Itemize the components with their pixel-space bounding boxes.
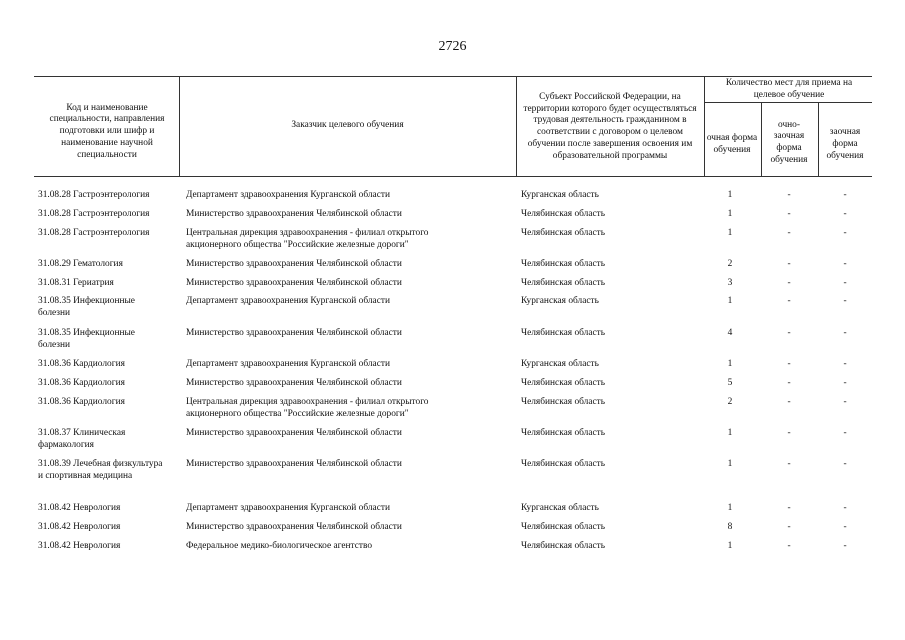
row-customer: Центральная дирекция здравоохранения - филиал открытого акционерного общества "Российские железные дороги" [186,228,429,250]
row-subject: Челябинская область [521,209,606,219]
row-subject: Курганская область [521,296,599,306]
row-part-time: - [787,397,791,407]
row-subject: Челябинская область [521,378,606,388]
row-part-time: - [787,190,791,200]
row-subject: Курганская область [521,190,599,200]
row-full-time: 1 [727,190,733,200]
row-part-time: - [787,228,791,238]
header-specialty: Код и наименование специальности, направления подготовки или шифр и наименование научной специальности [49,102,165,160]
col-divider [704,76,705,176]
row-full-time: 2 [727,259,733,269]
row-part-time: - [787,259,791,269]
header-customer: Заказчик целевого обучения [291,120,404,131]
row-subject: Челябинская область [521,428,606,438]
row-subject: Челябинская область [521,278,606,288]
row-customer: Министерство здравоохранения Челябинской области [186,459,402,469]
row-customer: Департамент здравоохранения Курганской области [186,190,390,200]
row-full-time: 1 [727,459,733,469]
header-subject: Субъект Российской Федерации, на территории которого будет осуществляться трудовая деятельность гражданином в соответствии с договором о целевом обучении после завершения освоения им образовательной программы [523,91,697,161]
row-subject: Курганская область [521,359,599,369]
col-divider [516,76,517,176]
row-full-time: 1 [727,541,733,551]
row-specialty: 31.08.28 Гастроэнтерология [38,228,150,238]
row-full-time: 2 [727,397,733,407]
row-part-time: - [787,522,791,532]
row-correspondence: - [843,378,847,388]
header-part-time: очно-заочная форма обучения [770,119,808,165]
row-subject: Челябинская область [521,259,606,269]
row-customer: Департамент здравоохранения Курганской области [186,296,390,306]
row-correspondence: - [843,397,847,407]
row-specialty: 31.08.37 Клиническая фармакология [38,428,126,450]
row-part-time: - [787,328,791,338]
row-specialty: 31.08.42 Неврология [38,503,121,513]
row-customer: Министерство здравоохранения Челябинской области [186,259,402,269]
row-correspondence: - [843,503,847,513]
row-customer: Министерство здравоохранения Челябинской области [186,209,402,219]
row-correspondence: - [843,190,847,200]
row-part-time: - [787,378,791,388]
header-correspondence: заочная форма обучения [826,127,864,161]
row-full-time: 3 [727,278,733,288]
row-part-time: - [787,503,791,513]
row-customer: Министерство здравоохранения Челябинской области [186,378,402,388]
row-subject: Челябинская область [521,459,606,469]
row-full-time: 1 [727,228,733,238]
col-divider [179,76,180,176]
row-customer: Министерство здравоохранения Челябинской области [186,328,402,338]
row-correspondence: - [843,459,847,469]
row-part-time: - [787,278,791,288]
row-full-time: 4 [727,328,733,338]
row-full-time: 1 [727,428,733,438]
row-correspondence: - [843,428,847,438]
header-full-time: очная форма обучения [706,133,758,155]
row-full-time: 5 [727,378,733,388]
row-full-time: 1 [727,503,733,513]
row-part-time: - [787,541,791,551]
row-subject: Челябинская область [521,328,606,338]
row-customer: Министерство здравоохранения Челябинской области [186,522,402,532]
row-subject: Челябинская область [521,522,606,532]
row-correspondence: - [843,259,847,269]
row-specialty: 31.08.35 Инфекционные болезни [38,328,135,350]
row-specialty: 31.08.36 Кардиология [38,378,125,388]
row-part-time: - [787,459,791,469]
row-correspondence: - [843,209,847,219]
row-subject: Курганская область [521,503,599,513]
row-subject: Челябинская область [521,228,606,238]
row-part-time: - [787,428,791,438]
row-specialty: 31.08.29 Гематология [38,259,123,269]
row-correspondence: - [843,359,847,369]
row-part-time: - [787,359,791,369]
row-customer: Центральная дирекция здравоохранения - филиал открытого акционерного общества "Российские железные дороги" [186,397,429,419]
row-subject: Челябинская область [521,541,606,551]
page-number: 2726 [438,39,467,54]
places-subheader-rule [704,102,872,103]
row-correspondence: - [843,296,847,306]
row-specialty: 31.08.39 Лечебная физкультура и спортивная медицина [38,459,163,481]
row-specialty: 31.08.36 Кардиология [38,397,125,407]
row-full-time: 8 [727,522,733,532]
col-divider [761,102,762,176]
header-bottom-rule [34,176,872,177]
col-divider [818,102,819,176]
row-specialty: 31.08.35 Инфекционные болезни [38,296,135,318]
row-specialty: 31.08.36 Кардиология [38,359,125,369]
row-customer: Министерство здравоохранения Челябинской области [186,428,402,438]
header-places: Количество мест для приема на целевое обучение [725,78,853,100]
row-specialty: 31.08.31 Гериатрия [38,278,114,288]
row-full-time: 1 [727,296,733,306]
row-customer: Департамент здравоохранения Курганской области [186,359,390,369]
row-specialty: 31.08.42 Неврология [38,522,121,532]
row-correspondence: - [843,522,847,532]
row-correspondence: - [843,228,847,238]
row-specialty: 31.08.28 Гастроэнтерология [38,209,150,219]
row-subject: Челябинская область [521,397,606,407]
row-customer: Департамент здравоохранения Курганской области [186,503,390,513]
row-correspondence: - [843,541,847,551]
row-full-time: 1 [727,359,733,369]
row-specialty: 31.08.28 Гастроэнтерология [38,190,150,200]
row-correspondence: - [843,328,847,338]
row-part-time: - [787,296,791,306]
row-specialty: 31.08.42 Неврология [38,541,121,551]
row-customer: Федеральное медико-биологическое агентство [186,541,373,551]
row-correspondence: - [843,278,847,288]
row-customer: Министерство здравоохранения Челябинской области [186,278,402,288]
row-full-time: 1 [727,209,733,219]
row-part-time: - [787,209,791,219]
